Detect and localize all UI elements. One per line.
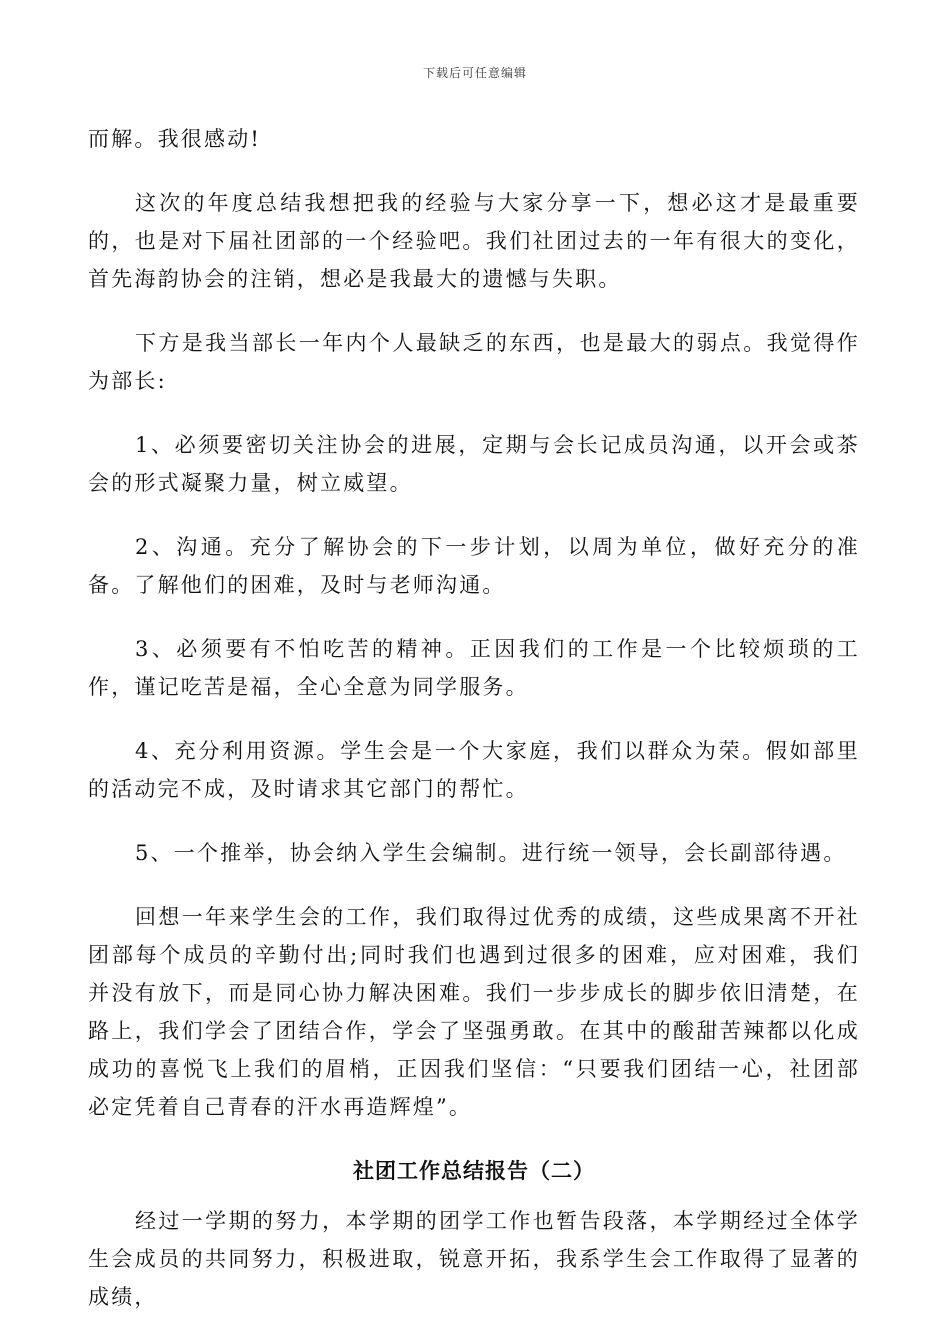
list-item-3: 3、必须要有不怕吃苦的精神。正因我们的工作是一个比较烦琐的工作，谨记吃苦是福，全心全意为同学服务。 <box>88 637 860 699</box>
section-title: 社团工作总结报告（二） <box>353 1159 595 1183</box>
paragraph-annual-summary: 这次的年度总结我想把我的经验与大家分享一下，想必这才是最重要的，也是对下届社团部的一个经验吧。我们社团过去的一年有很大的变化，首先海韵协会的注销，想必是我最大的遗憾与失职。 <box>88 191 860 291</box>
list-item-5: 5、一个推举，协会纳入学生会编制。进行统一领导，会长副部待遇。 <box>135 841 847 865</box>
paragraph-section-two-intro: 经过一学期的努力，本学期的团学工作也暂告段落，本学期经过全体学生会成员的共同努力，积极进取，锐意开拓，我系学生会工作取得了显著的成绩， <box>88 1209 860 1309</box>
paragraph-continuation: 而解。我很感动! <box>88 127 262 151</box>
paragraph-reflection: 回想一年来学生会的工作，我们取得过优秀的成绩，这些成果离不开社团部每个成员的辛勤付出;同时我们也遇到过很多的困难，应对困难，我们并没有放下，而是同心协力解决困难。我们一步步成长的脚步依旧清楚，在路上，我们学会了团结合作，学会了坚强勇敢。在其中的酸甜苦辣都以化成成功的喜悦飞上我们的眉梢，正因我们坚信：“只要我们团结一心，社团部必定凭着自己青春的汗水再造辉煌”。 <box>88 905 860 1119</box>
header-note: 下载后可任意编辑 <box>422 66 527 80</box>
list-item-2: 2、沟通。充分了解协会的下一步计划，以周为单位，做好充分的准备。了解他们的困难，及时与老师沟通。 <box>88 535 860 597</box>
document-body <box>88 120 860 1316</box>
paragraph-weakness-intro: 下方是我当部长一年内个人最缺乏的东西，也是最大的弱点。我觉得作为部长: <box>88 331 860 393</box>
list-item-1: 1、必须要密切关注协会的进展，定期与会长记成员沟通，以开会或茶会的形式凝聚力量，树立威望。 <box>88 433 860 495</box>
list-item-4: 4、充分利用资源。学生会是一个大家庭，我们以群众为荣。假如部里的活动完不成，及时请求其它部门的帮忙。 <box>88 739 860 801</box>
